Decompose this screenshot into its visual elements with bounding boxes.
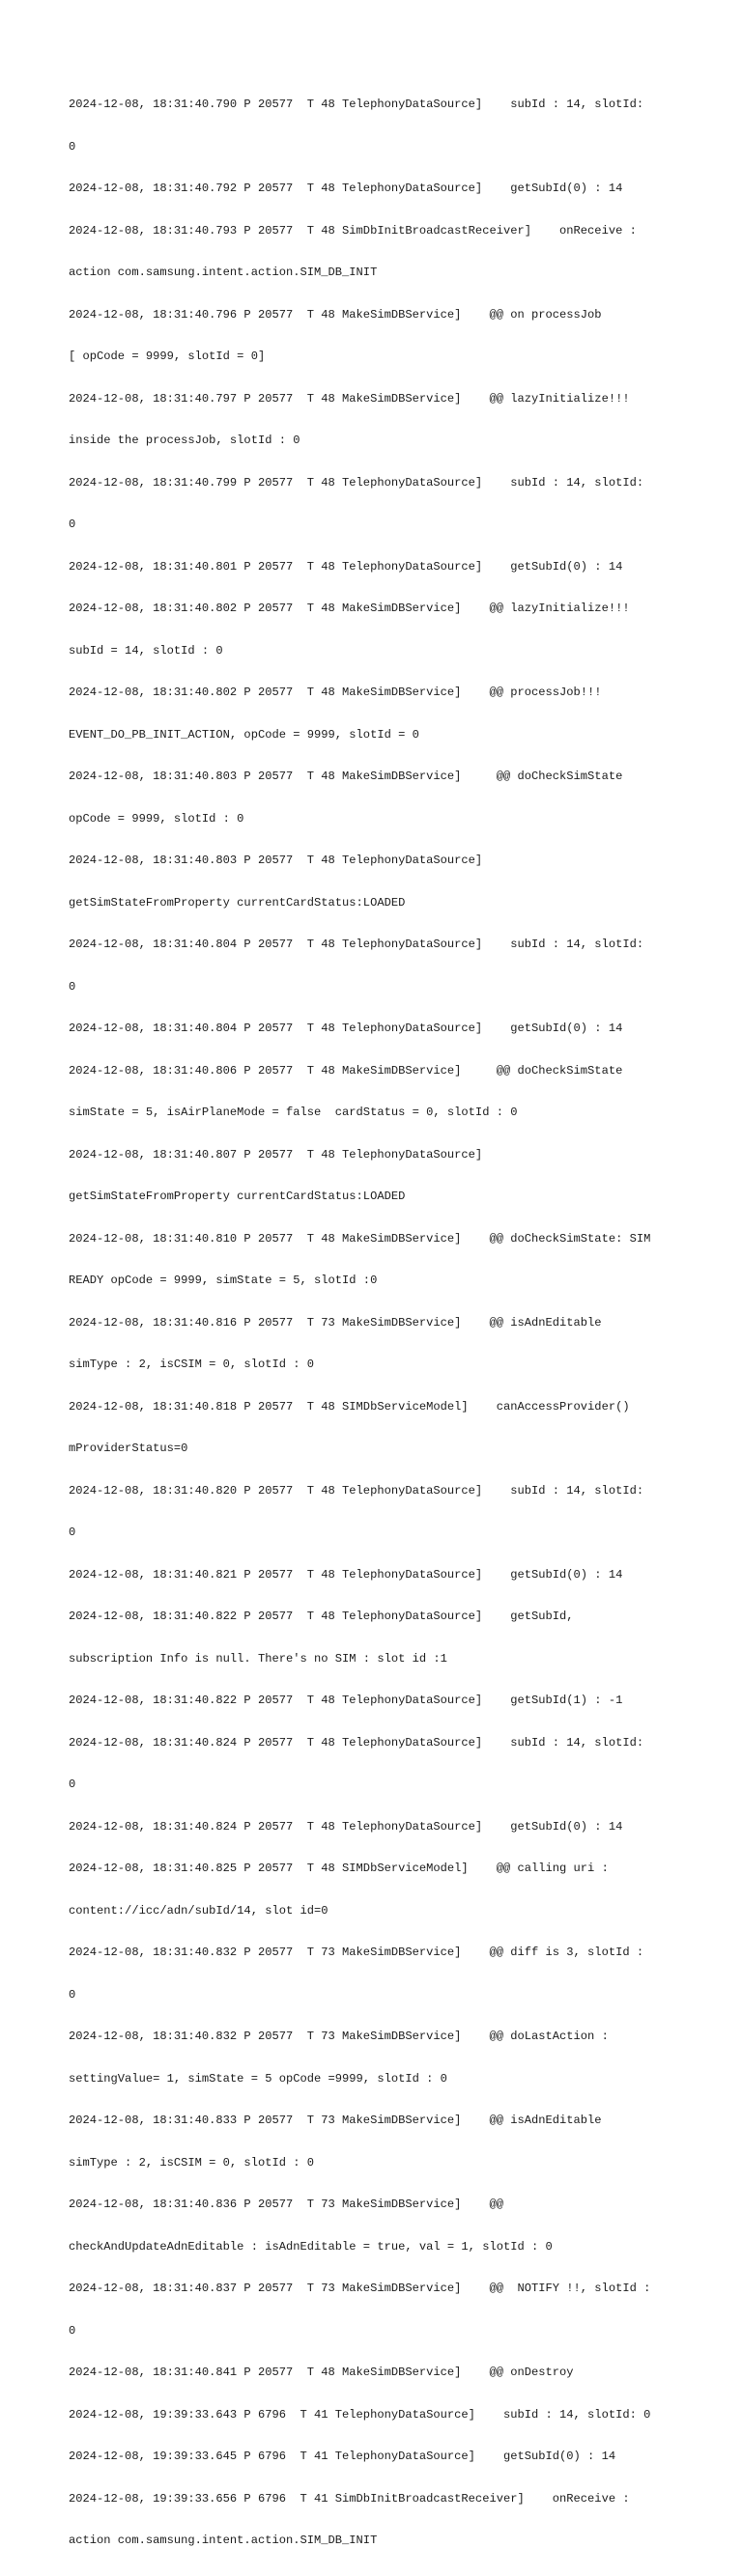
log-line: 2024-12-08, 19:39:33.645 P 6796 T 41 TelephonyDataSource] getSubId(0) : 14 (69, 2450, 616, 2463)
log-line: 2024-12-08, 18:31:40.841 P 20577 T 48 MakeSimDBService] @@ onDestroy (69, 2366, 574, 2379)
log-line: 0 (69, 2323, 76, 2338)
log-line: 2024-12-08, 18:31:40.801 P 20577 T 48 TelephonyDataSource] getSubId(0) : 14 (69, 559, 623, 574)
log-line: simState = 5, isAirPlaneMode = false cardStatus = 0, slotId : 0 (69, 1106, 518, 1119)
log-line: 2024-12-08, 18:31:40.807 P 20577 T 48 TelephonyDataSource] (69, 1147, 483, 1162)
log-line: 2024-12-08, 18:31:40.802 P 20577 T 48 MakeSimDBService] @@ processJob!!! (69, 686, 602, 699)
log-line: content://icc/adn/subId/14, slot id=0 (69, 1903, 328, 1918)
log-line: EVENT_DO_PB_INIT_ACTION, opCode = 9999, slotId = 0 (69, 727, 419, 742)
log-line: 2024-12-08, 18:31:40.803 P 20577 T 48 TelephonyDataSource] (69, 854, 483, 867)
log-line: 2024-12-08, 18:31:40.804 P 20577 T 48 TelephonyDataSource] subId : 14, slotId: (69, 938, 644, 951)
log-line: READY opCode = 9999, simState = 5, slotId :0 (69, 1274, 378, 1287)
log-line: 2024-12-08, 18:31:40.824 P 20577 T 48 TelephonyDataSource] getSubId(0) : 14 (69, 1819, 623, 1834)
log-line: 0 (69, 1987, 76, 2002)
log-line: mProviderStatus=0 (69, 1442, 188, 1455)
log-line: 0 (69, 1778, 76, 1791)
log-line: 2024-12-08, 18:31:40.825 P 20577 T 48 SIMDbServiceModel] @@ calling uri : (69, 1862, 609, 1875)
log-line: 2024-12-08, 19:39:33.643 P 6796 T 41 TelephonyDataSource] subId : 14, slotId: 0 (69, 2407, 651, 2422)
log-line: 2024-12-08, 18:31:40.824 P 20577 T 48 TelephonyDataSource] subId : 14, slotId: (69, 1735, 644, 1750)
log-line: 2024-12-08, 18:31:40.796 P 20577 T 48 MakeSimDBService] @@ on processJob (69, 307, 602, 322)
document-page (69, 70, 687, 2576)
log-line: 2024-12-08, 18:31:40.833 P 20577 T 73 MakeSimDBService] @@ isAdnEditable (69, 2114, 602, 2127)
log-line: 0 (69, 139, 76, 154)
log-line: 2024-12-08, 18:31:40.821 P 20577 T 48 TelephonyDataSource] getSubId(0) : 14 (69, 1567, 623, 1582)
log-line: 2024-12-08, 18:31:40.806 P 20577 T 48 MakeSimDBService] @@ doCheckSimState (69, 1063, 623, 1078)
log-line: inside the processJob, slotId : 0 (69, 434, 300, 447)
log-line: 2024-12-08, 18:31:40.797 P 20577 T 48 MakeSimDBService] @@ lazyInitialize!!! (69, 391, 630, 406)
log-line: 2024-12-08, 18:31:40.790 P 20577 T 48 TelephonyDataSource] subId : 14, slotId: (69, 98, 644, 111)
log-line: subId = 14, slotId : 0 (69, 643, 223, 658)
log-line: 2024-12-08, 18:31:40.804 P 20577 T 48 TelephonyDataSource] getSubId(0) : 14 (69, 1022, 623, 1035)
log-line: action com.samsung.intent.action.SIM_DB_INIT (69, 266, 378, 279)
log-line: 2024-12-08, 18:31:40.820 P 20577 T 48 TelephonyDataSource] subId : 14, slotId: (69, 1483, 644, 1498)
log-line: 2024-12-08, 18:31:40.837 P 20577 T 73 MakeSimDBService] @@ NOTIFY !!, slotId : (69, 2282, 651, 2295)
log-line: simType : 2, isCSIM = 0, slotId : 0 (69, 1358, 315, 1371)
log-line: 2024-12-08, 18:31:40.803 P 20577 T 48 MakeSimDBService] @@ doCheckSimState (69, 770, 623, 783)
log-line: subscription Info is null. There's no SIM : slot id :1 (69, 1651, 447, 1666)
log-line: 2024-12-08, 18:31:40.799 P 20577 T 48 TelephonyDataSource] subId : 14, slotId: (69, 475, 644, 490)
log-line: 2024-12-08, 18:31:40.810 P 20577 T 48 MakeSimDBService] @@ doCheckSimState: SIM (69, 1231, 651, 1246)
log-line: 0 (69, 1526, 76, 1539)
log-line: opCode = 9999, slotId : 0 (69, 811, 244, 826)
log-line: 0 (69, 518, 76, 531)
log-line: 2024-12-08, 18:31:40.822 P 20577 T 48 TelephonyDataSource] getSubId, (69, 1610, 574, 1623)
log-line: getSimStateFromProperty currentCardStatus:LOADED (69, 1190, 406, 1203)
log-line: 2024-12-08, 19:39:33.656 P 6796 T 41 SimDbInitBroadcastReceiver] onReceive : (69, 2491, 630, 2506)
log-line: 2024-12-08, 18:31:40.832 P 20577 T 73 MakeSimDBService] @@ diff is 3, slotId : (69, 1946, 644, 1959)
log-line: 0 (69, 979, 76, 994)
log-line: checkAndUpdateAdnEditable : isAdnEditable = true, val = 1, slotId : 0 (69, 2239, 553, 2254)
log-line: getSimStateFromProperty currentCardStatus:LOADED (69, 895, 406, 910)
log-line: simType : 2, isCSIM = 0, slotId : 0 (69, 2155, 315, 2170)
log-line: 2024-12-08, 18:31:40.793 P 20577 T 48 SimDbInitBroadcastReceiver] onReceive : (69, 223, 637, 238)
log-line: settingValue= 1, simState = 5 opCode =9999, slotId : 0 (69, 2071, 447, 2086)
log-line: 2024-12-08, 18:31:40.818 P 20577 T 48 SIMDbServiceModel] canAccessProvider() (69, 1399, 630, 1414)
log-line: action com.samsung.intent.action.SIM_DB_INIT (69, 2534, 378, 2547)
log-line: 2024-12-08, 18:31:40.822 P 20577 T 48 TelephonyDataSource] getSubId(1) : -1 (69, 1694, 623, 1707)
log-line: 2024-12-08, 18:31:40.836 P 20577 T 73 MakeSimDBService] @@ (69, 2198, 503, 2211)
log-line: 2024-12-08, 18:31:40.792 P 20577 T 48 TelephonyDataSource] getSubId(0) : 14 (69, 182, 623, 195)
log-line: 2024-12-08, 18:31:40.832 P 20577 T 73 MakeSimDBService] @@ doLastAction : (69, 2030, 609, 2043)
log-line: 2024-12-08, 18:31:40.816 P 20577 T 73 MakeSimDBService] @@ isAdnEditable (69, 1315, 602, 1330)
log-text-block (69, 70, 687, 2576)
log-line: [ opCode = 9999, slotId = 0] (69, 350, 266, 363)
log-line: 2024-12-08, 18:31:40.802 P 20577 T 48 MakeSimDBService] @@ lazyInitialize!!! (69, 602, 630, 615)
